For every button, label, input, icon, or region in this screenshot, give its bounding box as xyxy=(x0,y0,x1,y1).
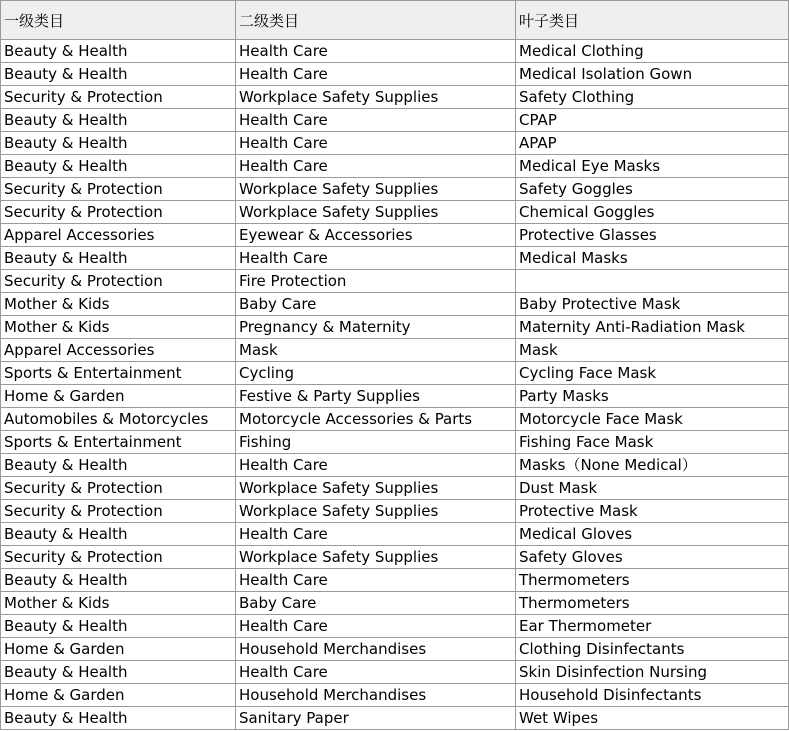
leaf-cell: Protective Glasses xyxy=(516,224,789,247)
level2-cell: Sanitary Paper xyxy=(236,707,516,730)
level2-cell: Fishing xyxy=(236,431,516,454)
leaf-cell: Dust Mask xyxy=(516,477,789,500)
table-row xyxy=(1,592,789,615)
leaf-cell: Mask xyxy=(516,339,789,362)
level1-cell: Beauty & Health xyxy=(1,569,236,592)
level1-cell: Automobiles & Motorcycles xyxy=(1,408,236,431)
level2-cell: Health Care xyxy=(236,40,516,63)
level1-cell: Security & Protection xyxy=(1,270,236,293)
level1-cell: Beauty & Health xyxy=(1,523,236,546)
table-body xyxy=(1,40,789,730)
table-row xyxy=(1,155,789,178)
level1-cell: Apparel Accessories xyxy=(1,224,236,247)
leaf-cell: Maternity Anti-Radiation Mask xyxy=(516,316,789,339)
level2-cell: Festive & Party Supplies xyxy=(236,385,516,408)
table-row xyxy=(1,431,789,454)
level1-cell: Beauty & Health xyxy=(1,707,236,730)
leaf-cell: Ear Thermometer xyxy=(516,615,789,638)
level1-cell: Beauty & Health xyxy=(1,247,236,270)
level1-cell: Beauty & Health xyxy=(1,615,236,638)
leaf-cell: Skin Disinfection Nursing xyxy=(516,661,789,684)
table-row xyxy=(1,615,789,638)
table-row xyxy=(1,684,789,707)
table-row xyxy=(1,339,789,362)
leaf-cell xyxy=(516,270,789,293)
header-row xyxy=(1,1,789,40)
table-row xyxy=(1,201,789,224)
leaf-cell: Safety Gloves xyxy=(516,546,789,569)
level1-cell: Beauty & Health xyxy=(1,132,236,155)
level2-cell: Fire Protection xyxy=(236,270,516,293)
level2-cell: Workplace Safety Supplies xyxy=(236,86,516,109)
level2-cell: Workplace Safety Supplies xyxy=(236,500,516,523)
table-row xyxy=(1,707,789,730)
level2-cell: Health Care xyxy=(236,569,516,592)
leaf-cell: Household Disinfectants xyxy=(516,684,789,707)
level1-cell: Security & Protection xyxy=(1,500,236,523)
level2-cell: Health Care xyxy=(236,247,516,270)
leaf-cell: Chemical Goggles xyxy=(516,201,789,224)
level1-cell: Sports & Entertainment xyxy=(1,431,236,454)
leaf-cell: Medical Clothing xyxy=(516,40,789,63)
level1-cell: Beauty & Health xyxy=(1,661,236,684)
level2-cell: Health Care xyxy=(236,109,516,132)
level1-cell: Home & Garden xyxy=(1,684,236,707)
level1-cell: Security & Protection xyxy=(1,201,236,224)
table-row xyxy=(1,523,789,546)
level2-cell: Household Merchandises xyxy=(236,684,516,707)
level2-cell: Motorcycle Accessories & Parts xyxy=(236,408,516,431)
level1-cell: Mother & Kids xyxy=(1,293,236,316)
table-row xyxy=(1,500,789,523)
level2-cell: Baby Care xyxy=(236,293,516,316)
leaf-cell: Clothing Disinfectants xyxy=(516,638,789,661)
level1-cell: Home & Garden xyxy=(1,638,236,661)
table-row xyxy=(1,86,789,109)
table-row xyxy=(1,638,789,661)
level1-cell: Sports & Entertainment xyxy=(1,362,236,385)
leaf-cell: Party Masks xyxy=(516,385,789,408)
level2-cell: Health Care xyxy=(236,132,516,155)
level2-cell: Health Care xyxy=(236,454,516,477)
level1-cell: Beauty & Health xyxy=(1,155,236,178)
leaf-cell: Motorcycle Face Mask xyxy=(516,408,789,431)
leaf-cell: Medical Isolation Gown xyxy=(516,63,789,86)
table-row xyxy=(1,293,789,316)
table-row xyxy=(1,362,789,385)
level1-cell: Beauty & Health xyxy=(1,40,236,63)
table-row xyxy=(1,316,789,339)
level2-cell: Cycling xyxy=(236,362,516,385)
leaf-cell: Safety Goggles xyxy=(516,178,789,201)
leaf-cell: Masks（None Medical） xyxy=(516,454,789,477)
level2-cell: Health Care xyxy=(236,155,516,178)
level1-cell: Mother & Kids xyxy=(1,316,236,339)
level1-cell: Apparel Accessories xyxy=(1,339,236,362)
level2-cell: Eyewear & Accessories xyxy=(236,224,516,247)
table-row xyxy=(1,40,789,63)
level1-cell: Security & Protection xyxy=(1,477,236,500)
leaf-cell: Thermometers xyxy=(516,569,789,592)
level2-cell: Workplace Safety Supplies xyxy=(236,477,516,500)
table-row xyxy=(1,178,789,201)
level1-cell: Mother & Kids xyxy=(1,592,236,615)
leaf-cell: Medical Gloves xyxy=(516,523,789,546)
level2-cell: Workplace Safety Supplies xyxy=(236,178,516,201)
level1-cell: Beauty & Health xyxy=(1,109,236,132)
table-row xyxy=(1,661,789,684)
level2-cell: Health Care xyxy=(236,63,516,86)
level2-cell: Health Care xyxy=(236,661,516,684)
leaf-cell: CPAP xyxy=(516,109,789,132)
table-row xyxy=(1,569,789,592)
leaf-cell: Protective Mask xyxy=(516,500,789,523)
level1-cell: Security & Protection xyxy=(1,178,236,201)
level2-cell: Health Care xyxy=(236,615,516,638)
level2-cell: Pregnancy & Maternity xyxy=(236,316,516,339)
level2-cell: Workplace Safety Supplies xyxy=(236,546,516,569)
header-level1-category: 一级类目 xyxy=(1,1,236,40)
leaf-cell: Medical Masks xyxy=(516,247,789,270)
level1-cell: Home & Garden xyxy=(1,385,236,408)
level1-cell: Security & Protection xyxy=(1,86,236,109)
leaf-cell: Fishing Face Mask xyxy=(516,431,789,454)
leaf-cell: Safety Clothing xyxy=(516,86,789,109)
leaf-cell: Thermometers xyxy=(516,592,789,615)
level1-cell: Beauty & Health xyxy=(1,454,236,477)
header-leaf-category: 叶子类目 xyxy=(516,1,789,40)
table-row xyxy=(1,477,789,500)
level2-cell: Mask xyxy=(236,339,516,362)
table-row xyxy=(1,454,789,477)
leaf-cell: Wet Wipes xyxy=(516,707,789,730)
table-row xyxy=(1,109,789,132)
level2-cell: Baby Care xyxy=(236,592,516,615)
leaf-cell: Cycling Face Mask xyxy=(516,362,789,385)
level1-cell: Beauty & Health xyxy=(1,63,236,86)
level2-cell: Household Merchandises xyxy=(236,638,516,661)
table-row xyxy=(1,247,789,270)
header-level2-category: 二级类目 xyxy=(236,1,516,40)
table-row xyxy=(1,63,789,86)
table-row xyxy=(1,270,789,293)
level2-cell: Workplace Safety Supplies xyxy=(236,201,516,224)
table-row xyxy=(1,385,789,408)
table-row xyxy=(1,132,789,155)
level2-cell: Health Care xyxy=(236,523,516,546)
leaf-cell: APAP xyxy=(516,132,789,155)
leaf-cell: Medical Eye Masks xyxy=(516,155,789,178)
leaf-cell: Baby Protective Mask xyxy=(516,293,789,316)
table-row xyxy=(1,224,789,247)
table-row xyxy=(1,546,789,569)
level1-cell: Security & Protection xyxy=(1,546,236,569)
table-row xyxy=(1,408,789,431)
